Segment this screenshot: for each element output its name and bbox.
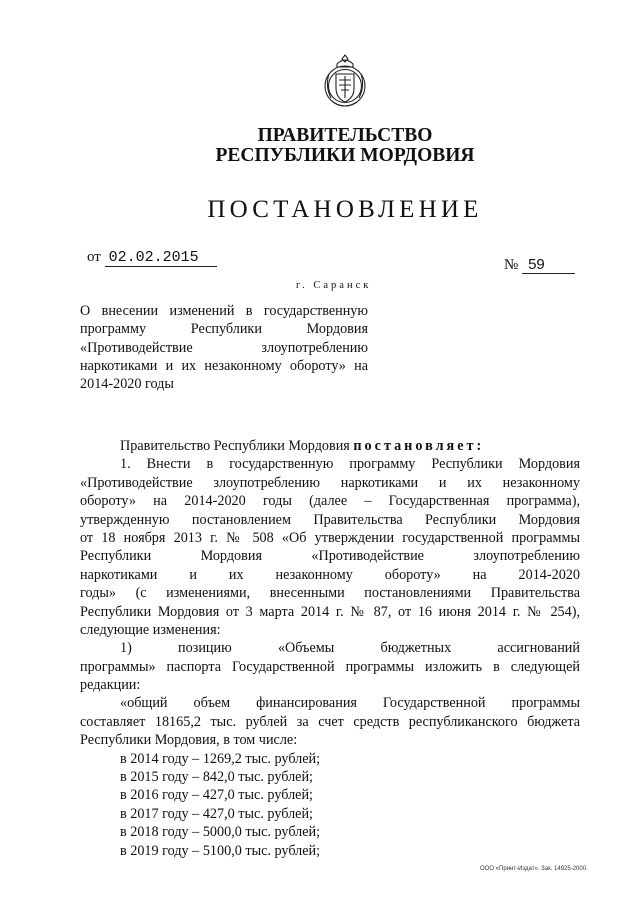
body-line: 1. Внести в государственную программу Республики Мордовия	[120, 456, 580, 473]
date-line	[87, 249, 217, 266]
body-line: обороту» на 2014-2020 годы (далее – Государственная программа),	[80, 493, 580, 510]
date-prefix: от	[87, 249, 101, 265]
body-line: «Противодействие злоупотреблению наркотиками и их незаконному	[80, 474, 580, 491]
funding-line: в 2018 году – 5000,0 тыс. рублей;	[120, 824, 321, 841]
body-line: следующие изменения:	[80, 621, 221, 638]
intro-line	[80, 437, 580, 455]
body-line: Республики Мордовия от 3 марта 2014 г. № 87, от 16 июня 2014 г. № 254),	[80, 603, 580, 620]
subject-line: 2014-2020 годы	[80, 376, 174, 393]
funding-line: в 2015 году – 842,0 тыс. рублей;	[120, 769, 313, 786]
coat-of-arms-emblem	[319, 52, 371, 110]
body-line: «общий объем финансирования Государственной программы	[120, 695, 580, 712]
funding-line: в 2014 году – 1269,2 тыс. рублей;	[120, 750, 321, 767]
body-line: от 18 ноября 2013 г. № 508 «Об утверждении государственной программы	[80, 529, 580, 546]
decree-body	[80, 437, 580, 860]
body-line: утвержденную постановлением Правительства Республики Мордовия	[80, 511, 580, 528]
decree-subject	[80, 302, 368, 393]
document-type-title: ПОСТАНОВЛЕНИЕ	[207, 196, 483, 223]
intro-text: Правительство Республики Мордовия	[120, 438, 354, 454]
body-line: Республики Мордовия, в том числе:	[80, 732, 298, 749]
city-line: г. Саранск	[296, 280, 372, 291]
number-prefix: №	[504, 257, 519, 273]
document-date: 02.02.2015	[105, 249, 217, 267]
org-name-line2: РЕСПУБЛИКИ МОРДОВИЯ	[215, 145, 475, 166]
document-number: 59	[522, 256, 575, 274]
body-line: годы» (с изменениями, внесенными постановлениями Правительства	[80, 585, 580, 602]
org-name-line1: ПРАВИТЕЛЬСТВО	[257, 125, 433, 146]
body-line: редакции:	[80, 677, 141, 694]
print-footer: ООО «Принт-Издат». Зак. 14925-2000.	[480, 866, 588, 872]
intro-spaced-verb: постановляет:	[353, 438, 485, 454]
body-line: программы» паспорта Государственной программы изложить в следующей	[80, 658, 580, 675]
subject-line: программу Республики Мордовия	[80, 321, 368, 338]
body-line: 1) позицию «Объемы бюджетных ассигнований	[120, 640, 580, 657]
body-line: составляет 18165,2 тыс. рублей за счет средств республиканского бюджета	[80, 713, 580, 730]
funding-line: в 2019 году – 5100,0 тыс. рублей;	[120, 842, 321, 859]
subject-line: О внесении изменений в государственную	[80, 303, 368, 319]
body-line: Республики Мордовия «Противодействие злоупотреблению	[80, 548, 580, 565]
subject-line: «Противодействие злоупотреблению	[80, 339, 368, 356]
funding-line: в 2016 году – 427,0 тыс. рублей;	[120, 787, 313, 804]
body-line: наркотиками и их незаконному обороту» на 2014-2020	[80, 566, 580, 583]
funding-line: в 2017 году – 427,0 тыс. рублей;	[120, 805, 313, 822]
subject-line: наркотиками и их незаконному обороту» на	[80, 357, 368, 374]
number-line	[504, 256, 575, 274]
